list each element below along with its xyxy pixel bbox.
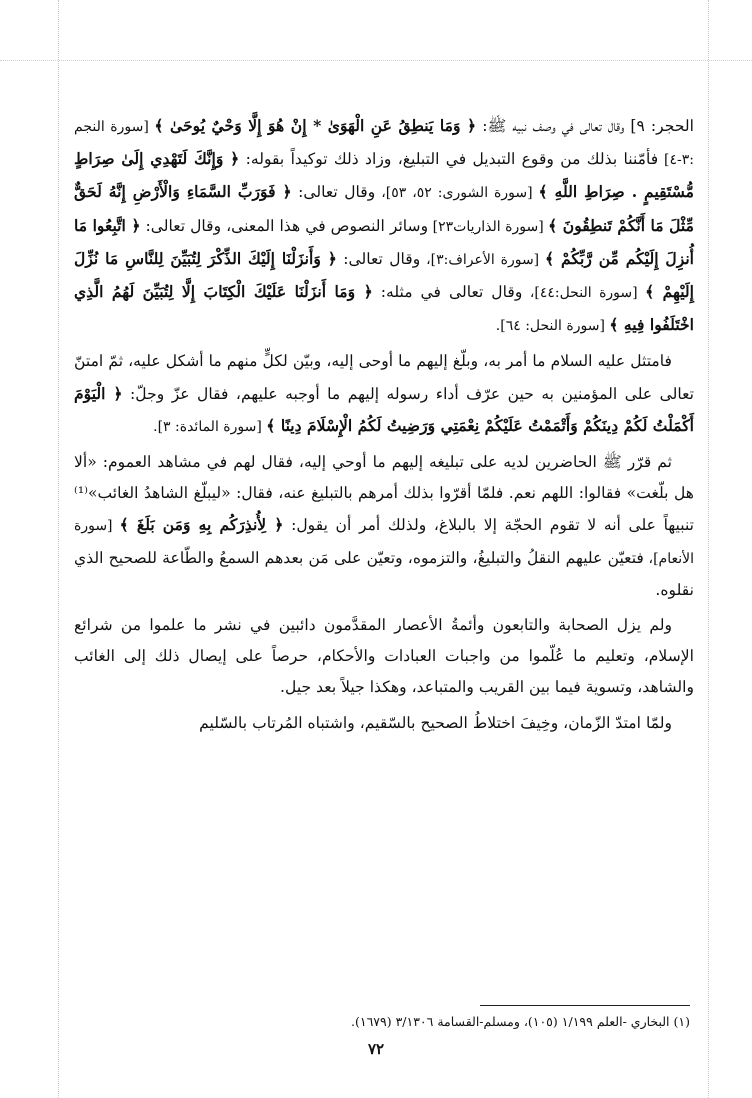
margin-guide-left [58, 0, 59, 1098]
paragraph-text: فأمّننا بذلك من وقوع التبديل في التبليغ، وزاد ذلك توكيداً بقوله: [239, 150, 659, 169]
verse-reference: [سورة المائدة: ٣]. [153, 418, 267, 435]
verse-reference: [سورة الشورى: ٥٢، ٥٣]، [375, 185, 539, 202]
margin-guide-right [708, 0, 709, 1098]
paragraph-text: الحجر: ٩] وقال تعالى في وصف نبيه ﷺ: [476, 117, 694, 135]
paragraph-text: وقال تعالى في مثله: [372, 283, 523, 302]
quran-verse: ﴿ لِأُنذِرَكُم بِهِ وَمَن بَلَغَ ﴾ [119, 515, 284, 535]
verse-reference: [سورة النحل:٤٤]، [522, 285, 646, 302]
verse-reference: [سورة الأعراف:٣]، [420, 251, 545, 268]
page-body [74, 110, 694, 743]
quran-verse: ﴿ اتَّبِعُوا مَا أُنزِلَ إِلَيْكُم مِّن رَّبِّكُمْ ﴾ [74, 215, 694, 268]
verse-reference: [سورة الذاريات٢٣] [428, 218, 549, 235]
quran-verse: ﴿ وَمَا يَنطِقُ عَنِ الْهَوَىٰ * إِنْ هُوَ إِلَّا وَحْيٌ يُوحَىٰ ﴾ [154, 116, 477, 135]
quran-verse: ﴿ وَمَا أَنزَلْنَا عَلَيْكَ الْكِتَابَ إِلَّا لِتُبَيِّنَ لَهُمُ الَّذِي اخْتَلَفُوا فِيهِ ﴾ [74, 282, 694, 335]
paragraph [74, 346, 694, 443]
footnote-rule [480, 1005, 690, 1006]
paragraph-text: وقال تعالى: [336, 249, 421, 268]
paragraph-text: فتعيّن عليهم النقلُ والتبليغُ، والتزموه، وتعيّن على مَن بعدهم السمعُ والطّاعة للصحيح الذي نقلوه. [74, 548, 694, 599]
quran-verse: ﴿ فَوَرَبِّ السَّمَاءِ وَالْأَرْضِ إِنَّهُ لَحَقٌّ مِّثْلَ مَا أَنَّكُمْ تَنطِقُونَ ﴾ [74, 182, 694, 235]
paragraph [74, 610, 694, 704]
paragraph-text: ولم يزل الصحابة والتابعون وأئمةُ الأعصار المقدَّمون دائبين في نشر ما علموا من شرائع الإسلام، وتعليم ما عُلّموا من واجبات العبادات والأحكام، حرصاً على إيصال ذلك إلى الغائب والشاهد، وتسوية فيما بين القريب والمتباعد، وهكذا جيلاً بعد جيل. [74, 616, 694, 697]
verse-reference: [سورة النجم :٣-٤] [74, 119, 694, 169]
paragraph-text: وسائر النصوص في هذا المعنى، وقال تعالى: [140, 216, 429, 235]
paragraph-text: ثم قرّر ﷺ الحاضرين لديه على تبليغه إليهم ما أوحي إليه، فقال لهم في مشاهد العموم: «ألا هل بلّغت» فقالوا: اللهم نعم. فلمّا أقرّوا بذلك أمرهم بالتبليغ عنه، فقال: «ليبلّغ الشاهدُ الغائب»⁽¹⁾ تنبيهاً على أنه لا تقوم الحجّة إلا بالبلاغ، ولذلك أمر أن يقول: [74, 453, 694, 535]
quran-verse: ﴿ الْيَوْمَ أَكْمَلْتُ لَكُمْ دِينَكُمْ وَأَتْمَمْتُ عَلَيْكُمْ نِعْمَتِي وَرَضِيتُ لَكُمُ الْإِسْلَامَ دِينًا ﴾ [74, 383, 694, 435]
verse-reference: [سورة النحل: ٦٤]. [495, 318, 610, 335]
quran-verse: ﴿ وَإِنَّكَ لَتَهْدِي إِلَىٰ صِرَاطٍ مُّسْتَقِيمٍ . صِرَاطِ اللَّهِ ﴾ [74, 149, 695, 202]
paragraph [74, 110, 694, 342]
footnote: (١) البخاري -العلم ١/١٩٩ (١٠٥)، ومسلم-القسامة ٣/١٣٠٦ (١٦٧٩). [351, 1014, 690, 1029]
paragraph-text: ولمّا امتدّ الزّمان، وخِيفَ اختلاطُ الصحيح بالسّقيم، واشتباه المُرتاب بالسّليم [199, 713, 672, 732]
paragraph-text: وقال تعالى: [291, 183, 376, 202]
paragraph [74, 708, 694, 739]
quran-verse: ﴿ وَأَنزَلْنَا إِلَيْكَ الذِّكْرَ لِتُبَيِّنَ لِلنَّاسِ مَا نُزِّلَ إِلَيْهِمْ ﴾ [74, 248, 695, 302]
paragraph [74, 447, 694, 606]
verse-reference: [سورة الأنعام]، [74, 518, 694, 567]
page-number: ٧٢ [367, 1040, 385, 1058]
paragraph-text: فامتثل عليه السلام ما أمر به، وبلّغ إليهم ما أوحى إليه، وبيّن لكلٍّ منهم ما أشكل عليه، ثمّ امتنّ تعالى على المؤمنين به حين عرّف أداء رسوله إليهم ما أوجبه عليهم، فقال عزّ وجلّ: [74, 352, 694, 403]
margin-guide-top [0, 60, 752, 61]
